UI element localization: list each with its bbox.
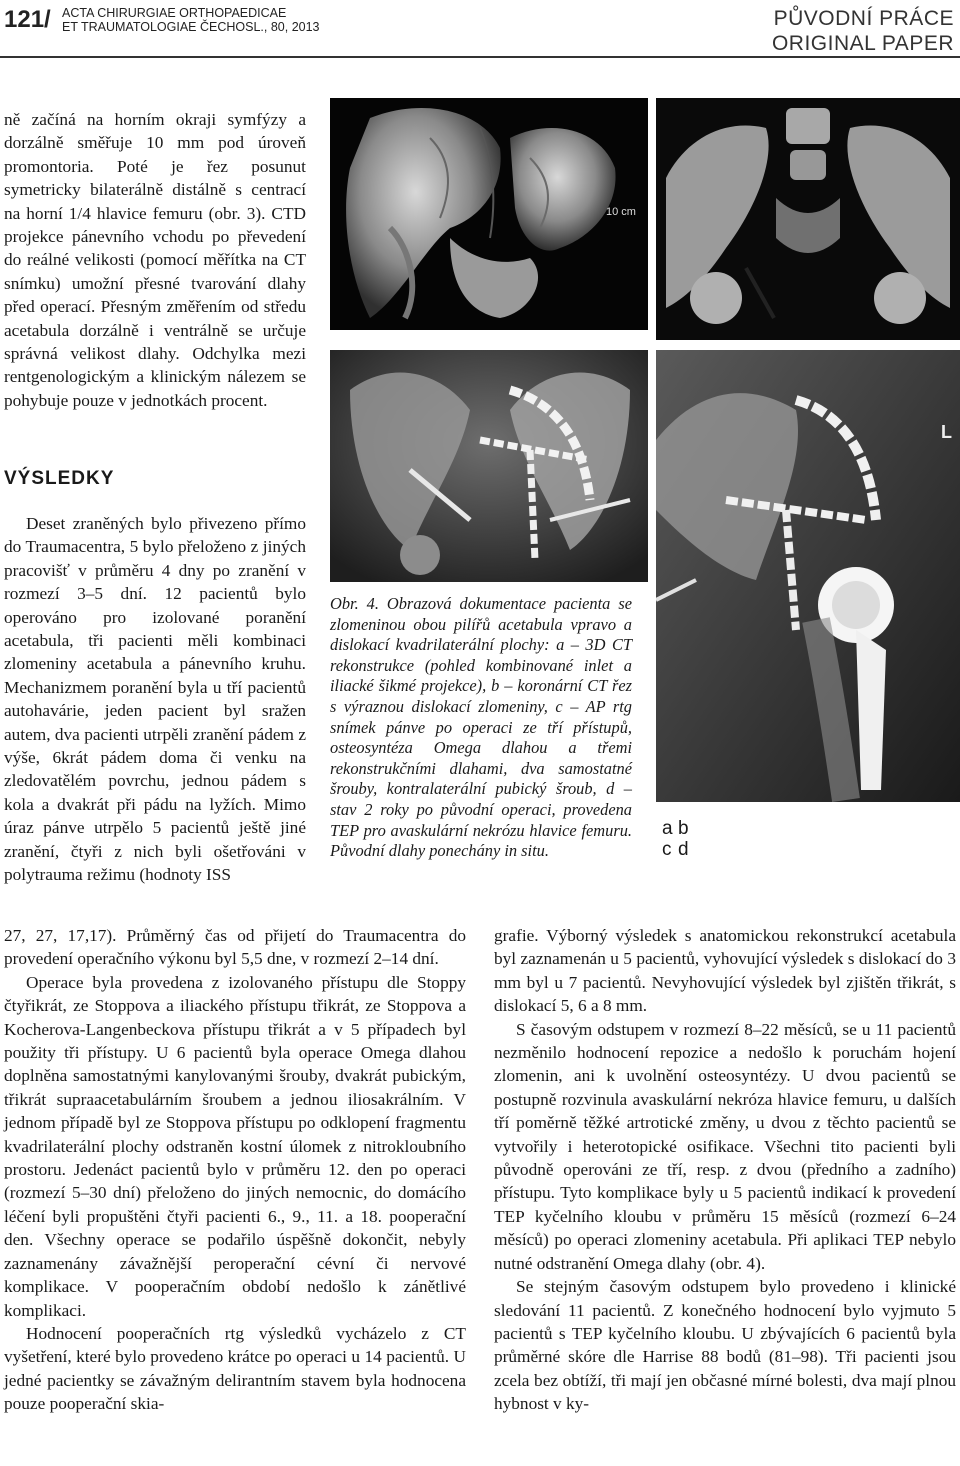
results-paragraph-1 — [4, 512, 306, 887]
intro-text: ně začíná na horním okraji symfýzy a dorzálně směřuje 10 mm pod úroveň promontoria. Poté je řez posunut symetricky bilaterálně distálně s centrací na horní 1/4 hlavice femuru (obr. 3). CTD projekce pánevního vchodu po převedení do reálné velikosti (pomocí měřítka na CT snímku) umožní přesné tvarování dlahy před operací. Přesným změřením od středu acetabula dorzálně i ventrálně se určuje správná velikost dlahy. Odchylka mezi rentgenologickým a klinickým nálezem se pohybuje pouze v jednotkách procent. — [4, 110, 306, 410]
article-type — [772, 6, 954, 56]
journal-title-line1: ACTA CHIRURGIAE ORTHOPAEDICAE — [62, 6, 287, 20]
panel-key-c: c — [662, 839, 672, 860]
figure-panel-a-3d-ct — [330, 98, 648, 330]
results-text-1a: Deset zraněných bylo přivezeno přímo do Traumacentra, 5 bylo přeloženo z jiných pracovišť v průměru 4 dny po zranění v rozmezí 3–5 dní. 12 pacientů bylo operováno pro izolované poranění acetabula, tři pacienti měli kombinaci zlomeniny acetabula a pánevního kruhu. Mechanizmem poranění byla u tří pacientů autohavárie, jeden pacient byl sražen autem, dva pacienti utrpěli zranění pádem z výše, 6krát pádem doma či venku na zledovatělém povrchu, jednou pádem s kola a dvakrát při pádu na lyžích. Mimo úraz pánve utrpělo 5 pacientů ještě jiné zranění, čtyři z nich byli ošetřováni v polytrauma režimu (hodnoty ISS — [4, 514, 306, 885]
left-column — [4, 924, 466, 1416]
postop-xray-image — [330, 350, 648, 582]
right-text-2: S časovým odstupem v rozmezí 8–22 měsíců, se u 11 pacientů nezměnilo hodnocení repozice a nedošlo k poruchám hojení zlomenin, ani k uvolnění osteosyntézy. U dvou pacientů se postupně rozvinula avaskulární nekróza hlavice femuru, u dalších tří poměrně těžké artrotické změny, u dvou z těchto pacientů se vytvořily i heterotopické osifikace. Všechni tito pacienti byli původně operováni ze tří, resp. z dvou (předního a zadního) přístupu. Tyto komplikace byly u 5 pacientů indikací k provedení TEP kyčelního kloubu v průměru 15 měsíců (rozmezí 6–24 měsíců) po operaci zlomeniny acetabula. Při aplikaci TEP nebylo nutné odstranění Omega dlahy (obr. 4). — [494, 1019, 956, 1273]
figure-caption: Obr. 4. Obrazová dokumentace pacienta se zlomeninou obou pilířů acetabula vpravo a dislokací kvadrilaterální plochy: a – 3D CT rekonstrukce (pohled kombinované inlet a iliacké šikmé projekce), b – koronární CT řez s výraznou dislokací zlomeniny, c – AP rtg snímek pánve po operaci ze tří přístupů, osteosyntéza Omega dlahou a třemi rekonstrukčními dlahami, dva samostatné šrouby, kontralaterální pubický šroub, d – stav 2 roky po původní operaci, provedena TEP pro avaskulární nekrózu hlavice femuru. Původní dlahy ponechány in situ. — [330, 594, 632, 861]
right-text-3: Se stejným časovým odstupem bylo provedeno i klinické sledování 11 pacientů. Z konečného hodnocení bylo vyjmuto 5 pacientů s TEP kyčelního kloubu. U zbývajících 6 pacientů byla průměrné skóre dle Harrise 88 bodů (81–98). Tři pacienti jsou zcela bez obtíží, tři mají jen občasné mírné bolesti, dva mají plnou hybnost v ky- — [494, 1277, 956, 1414]
results-text-2: Operace byla provedena z izolovaného přístupu dle Stoppy čtyřikrát, ze Stoppova a iliackého přístupu třikrát, ze Stoppova a Kocherova-Langenbeckova přístupu třikrát a v 5 případech byl použity tři přístupy. U 6 pacientů byla operace Omega dlahou doplněna samostatnými kanylovanými šrouby, dvakrát pubickým, třikrát supraacetabulárním šroubem a jednou iliosakrálním. V jednom případě byl ze Stoppova přístupu po odklopení fragmentu kvadrilaterální plochy odstraněn kostní úlomek z nitrokloubního prostoru. Jedenáct pacientů bylo v průměru 12. den po operaci (rozmezí 5–30 dní) přeloženo do jiných nemocnic, do domácího léčení byli propuštěni čtyři pacienti 6., 9., 11. a 18. pooperační den. Všechny operace se podařilo úspěšně dokončit, nebyly zaznamenány závažnější peroperační cévní či nervové komplikace. V pooperačním období nedošlo k zánětlivé komplikaci. — [4, 972, 466, 1320]
side-marker: L — [941, 422, 952, 442]
coronal-ct-image — [656, 98, 960, 340]
results-text-3: Hodnocení pooperačních rtg výsledků vycházelo z CT vyšetření, které bylo provedeno krátce po operaci u 14 pacientů. U jedné pacientky se závažným delirantním stavem byla hodnocena pouze pooperační skia- — [4, 1323, 466, 1414]
panel-key-a: a — [662, 818, 673, 839]
right-text-1: grafie. Výborný výsledek s anatomickou rekonstrukcí acetabula byl zaznamenán u 5 pacientů, vyhovující výsledek s dislokací do 3 mm byl u 7 pacientů. Nevyhovující výsledek byl zjištěn třikrát, s dislokací 5, 6 a 8 mm. — [494, 926, 956, 1016]
figure-panel-b-coronal-ct — [656, 98, 960, 340]
intro-paragraph — [4, 108, 306, 412]
panel-layout-key — [662, 818, 694, 860]
figure-panel-d-xray-tep — [656, 350, 960, 802]
pelvis-3d-ct-image — [330, 98, 648, 330]
panel-key-b: b — [678, 818, 689, 839]
right-column — [494, 924, 956, 1416]
journal-title-line2: ET TRAUMATOLOGIAE ČECHOSL., 80, 2013 — [62, 20, 320, 34]
journal-title — [62, 6, 320, 34]
page-number: 121/ — [4, 6, 51, 33]
scale-label: 10 cm — [606, 206, 636, 218]
article-type-cz: PŮVODNÍ PRÁCE — [773, 7, 954, 30]
article-type-en: ORIGINAL PAPER — [771, 32, 954, 55]
tep-xray-image — [656, 350, 960, 802]
header-divider — [0, 56, 960, 58]
figure-panel-c-ap-xray — [330, 350, 648, 582]
results-heading: VÝSLEDKY — [4, 468, 115, 489]
panel-key-d: d — [678, 839, 689, 860]
results-text-1b: 27, 27, 17,17). Průměrný čas od přijetí do Traumacentra do provedení operačního výkonu byl 5,5 dne, v rozmezí 2–14 dní. — [4, 926, 466, 969]
